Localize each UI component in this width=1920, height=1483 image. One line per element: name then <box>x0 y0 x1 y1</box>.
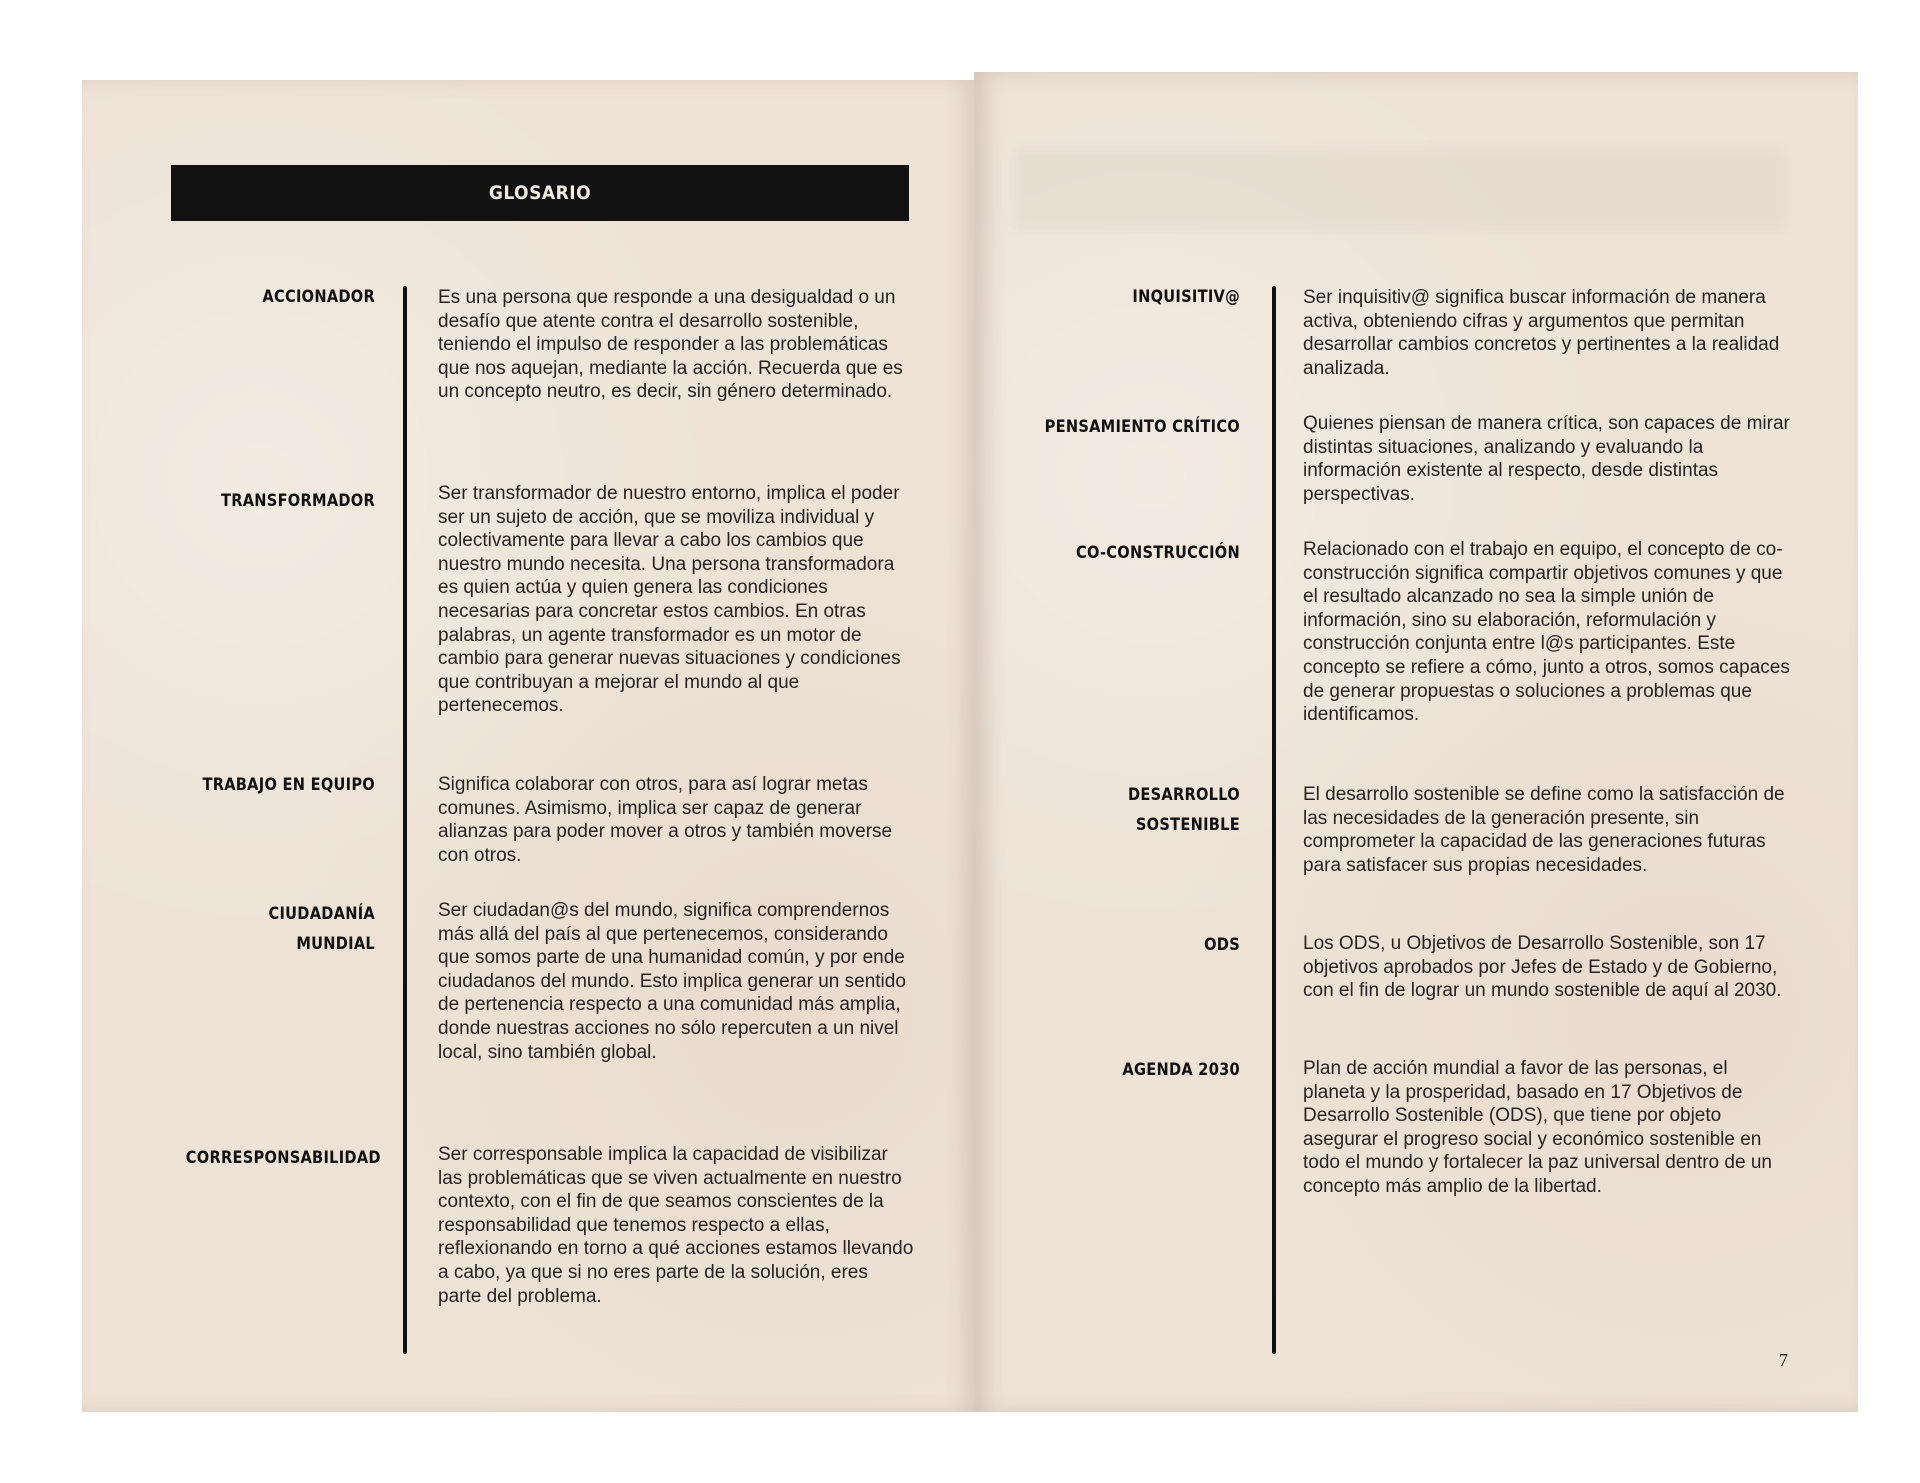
glossary-term: DESARROLLO SOSTENIBLE <box>1127 785 1240 835</box>
glossary-term: PENSAMIENTO CRÍTICO <box>1044 417 1240 437</box>
page-number: 7 <box>1779 1350 1788 1370</box>
glossary-definition: Significa colaborar con otros, para así lograr metas comunes. Asimismo, implica ser capaz de generar alianzas para poder mover a otros y también moverse con otros. <box>438 774 893 866</box>
glossary-definition: Ser ciudadan@s del mundo, significa comprendernos más allá del país al que pertenecemos, considerando que somos parte de una humanidad común, y por ende ciudadanos del mundo. Esto implica generar un sentido de pertenencia respecto a una comunidad más amplia, donde nuestras acciones no sólo repercuten a un nivel local, sino también global. <box>438 900 906 1063</box>
glossary-term: CORRESPONSABILIDAD <box>185 1148 381 1168</box>
glossary-term: TRABAJO EN EQUIPO <box>202 775 375 795</box>
left-divider-line <box>403 286 407 1354</box>
glossary-term: INQUISITIV@ <box>1132 287 1240 307</box>
right-divider-line <box>1272 286 1276 1354</box>
glossary-term: ODS <box>1204 935 1240 955</box>
glossary-term: CIUDADANÍA MUNDIAL <box>268 904 375 954</box>
glossary-definition: Ser transformador de nuestro entorno, implica el poder ser un sujeto de acción, que se moviliza individual y colectivamente para llevar a cabo los cambios que nuestro mundo necesita. Una persona transformadora es quien actúa y quien genera las condiciones necesarias para concretar estos cambios. En otras palabras, un agente transformador es un motor de cambio para generar nuevas situaciones y condiciones que contribuyan a mejorar el mundo al que pertenecemos. <box>438 483 901 717</box>
glossary-definition: Ser corresponsable implica la capacidad de visibilizar las problemáticas que se viven actualmente en nuestro contexto, con el fin de que seamos conscientes de la responsabilidad que tenemos respecto a ellas, reflexionando en torno a qué acciones estamos llevando a cabo, ya que si no eres parte de la solución, eres parte del problema. <box>438 1144 914 1307</box>
glossary-definition: Quienes piensan de manera crítica, son capaces de mirar distintas situaciones, analizando y evaluando la información existente al respecto, desde distintas perspectivas. <box>1303 413 1790 505</box>
glossary-term: AGENDA 2030 <box>1122 1060 1240 1080</box>
glossary-definition: Es una persona que responde a una desigualdad o un desafío que atente contra el desarrollo sostenible, teniendo el impulso de responder a las problemáticas que nos aquejan, mediante la acción. Recuerda que es un concepto neutro, es decir, sin género determinado. <box>438 287 903 403</box>
glossary-title-banner <box>171 165 909 221</box>
glossary-term: TRANSFORMADOR <box>220 491 375 511</box>
page-title: GLOSARIO <box>488 182 592 204</box>
glossary-definition: Plan de acción mundial a favor de las personas, el planeta y la prosperidad, basado en 17 Objetivos de Desarrollo Sostenible (ODS), que tiene por objeto asegurar el progreso social y económico sostenible en todo el mundo y fortalecer la paz universal dentro de un concepto más amplio de la libertad. <box>1303 1058 1772 1197</box>
glossary-definition: Los ODS, u Objetivos de Desarrollo Sostenible, son 17 objetivos aprobados por Jefes de Estado y de Gobierno, con el fin de lograr un mundo sostenible de aquí al 2030. <box>1303 933 1782 1002</box>
right-page <box>974 72 1858 1412</box>
glossary-term: ACCIONADOR <box>262 287 375 307</box>
show-through-shadow <box>1015 150 1785 230</box>
glossary-definition: El desarrollo sostenible se define como la satisfacción de las necesidades de la generación presente, sin comprometer la capacidad de las generaciones futuras para satisfacer sus propias necesidades. <box>1303 784 1785 876</box>
glossary-definition: Relacionado con el trabajo en equipo, el concepto de co-construcción significa compartir objetivos comunes y que el resultado alcanzado no sea la simple unión de información, sino su elaboración, reformulación y construcción conjunta entre l@s participantes. Este concepto se refiere a cómo, junto a otros, somos capaces de generar propuestas o soluciones a problemas que identificamos. <box>1303 539 1790 726</box>
glossary-definition: Ser inquisitiv@ significa buscar información de manera activa, obteniendo cifras y argumentos que permitan desarrollar cambios concretos y pertinentes a la realidad analizada. <box>1303 287 1780 379</box>
glossary-term: CO-CONSTRUCCIÓN <box>1076 543 1240 563</box>
